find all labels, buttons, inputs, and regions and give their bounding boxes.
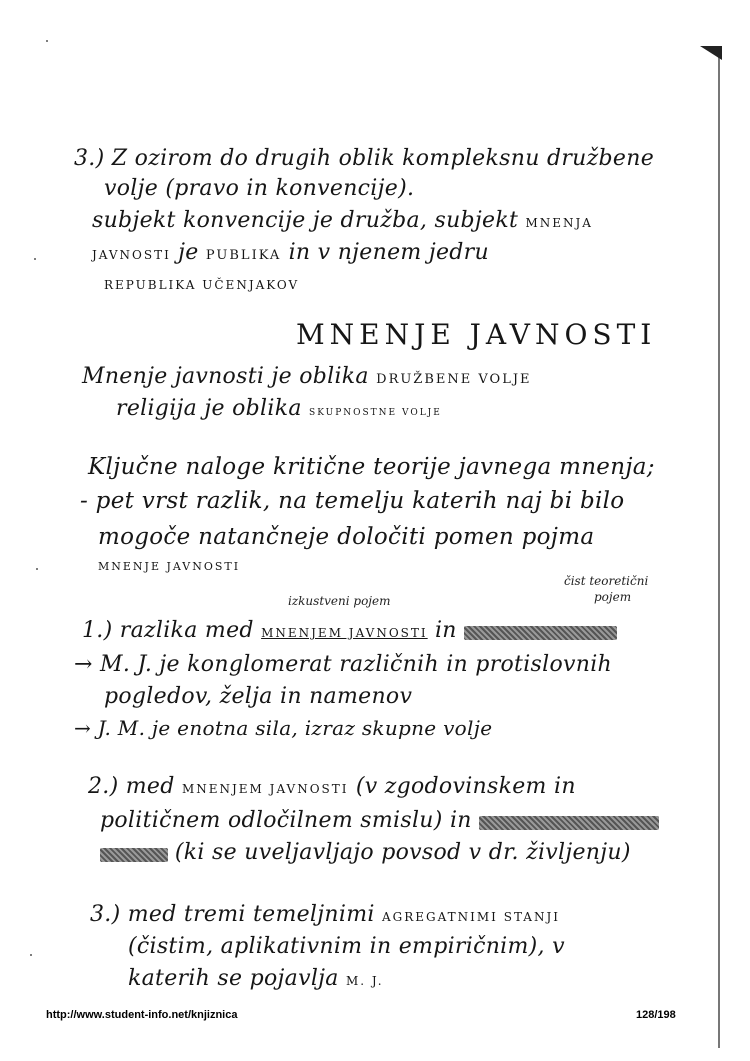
text-fragment: subjekt konvencije je družba, subjekt (92, 208, 519, 233)
text-fragment: 3.) med tremi temeljnimi (90, 902, 375, 927)
note-theoretical-2: pojem (594, 590, 632, 604)
text-line-3 (92, 208, 593, 233)
text-fragment: in v njenem jedru (288, 240, 489, 265)
text-fragment: (ki se uveljavljajo povsod v dr. življenju) (174, 840, 631, 865)
text-fragment: katerih se pojavlja (128, 966, 339, 991)
text-line-13: → M. J. je konglomerat različnih in protislovnih (74, 652, 613, 677)
text-line-12 (82, 618, 617, 643)
highlighted-fragment (479, 816, 659, 830)
caps-fragment: DRUŽBENE VOLJE (376, 372, 532, 387)
text-line-10: mogoče natančneje določiti pomen pojma (98, 524, 595, 550)
caps-fragment: PUBLIKA (205, 248, 282, 263)
text-line-20: (čistim, aplikativnim in empiričnim), v (128, 934, 565, 959)
text-line-7 (116, 396, 442, 421)
text-line-5: REPUBLIKA UČENJAKOV (104, 278, 300, 292)
text-fragment: je (178, 240, 199, 265)
caps-fragment: SKUPNOSTNE VOLJE (309, 408, 442, 418)
caps-fragment: M. J. (346, 974, 384, 988)
text-line-4 (92, 240, 489, 265)
footer-page-number: 128/198 (636, 1009, 676, 1021)
margin-rule (718, 48, 720, 1048)
text-line-6 (82, 364, 532, 389)
caps-fragment: AGREGATNIMI STANJI (382, 910, 561, 924)
text-line-21 (128, 966, 384, 991)
text-fragment: 1.) razlika med (82, 618, 254, 643)
text-line-19 (90, 902, 560, 927)
speck (36, 568, 38, 570)
text-line-11: MNENJE JAVNOSTI (98, 560, 241, 573)
note-theoretical: čist teoretični (564, 574, 649, 588)
text-fragment: 2.) med (88, 774, 175, 799)
caps-fragment: MNENJEM JAVNOSTI (261, 626, 428, 640)
text-line-18 (100, 840, 631, 865)
footer-url[interactable]: http://www.student-info.net/knjiznica (46, 1009, 238, 1021)
caps-fragment: MNENJEM JAVNOSTI (181, 782, 349, 796)
speck (30, 954, 32, 956)
caps-fragment: JAVNOSTI (92, 248, 171, 262)
text-line-14: pogledov, želja in namenov (104, 684, 413, 709)
speck (46, 40, 48, 42)
text-line-9: - pet vrst razlik, na temelju katerih naj bi bilo (80, 488, 625, 514)
text-line-15: → J. M. je enotna sila, izraz skupne volje (74, 716, 493, 740)
text-line-1: 3.) Z ozirom do drugih oblik kompleksnu družbene (74, 146, 655, 171)
text-line-8: Ključne naloge kritične teorije javnega mnenja; (88, 454, 655, 480)
text-fragment: (v zgodovinskem in (355, 774, 576, 799)
text-fragment: religija je oblika (116, 396, 302, 421)
text-line-16 (88, 774, 576, 799)
text-line-17 (100, 808, 659, 833)
text-fragment: in (434, 618, 457, 643)
highlighted-fragment (100, 848, 168, 862)
text-line-2: volje (pravo in konvencije). (104, 176, 415, 201)
note-empirical: izkustveni pojem (288, 594, 391, 608)
corner-mark (700, 46, 722, 60)
page-heading: MNENJE JAVNOSTI (296, 318, 657, 351)
text-fragment: političnem odločilnem smislu) in (100, 808, 472, 833)
text-fragment: Mnenje javnosti je oblika (82, 364, 369, 389)
caps-fragment: MNENJA (525, 216, 593, 230)
speck (34, 258, 36, 260)
crossed-out-fragment (464, 626, 617, 640)
